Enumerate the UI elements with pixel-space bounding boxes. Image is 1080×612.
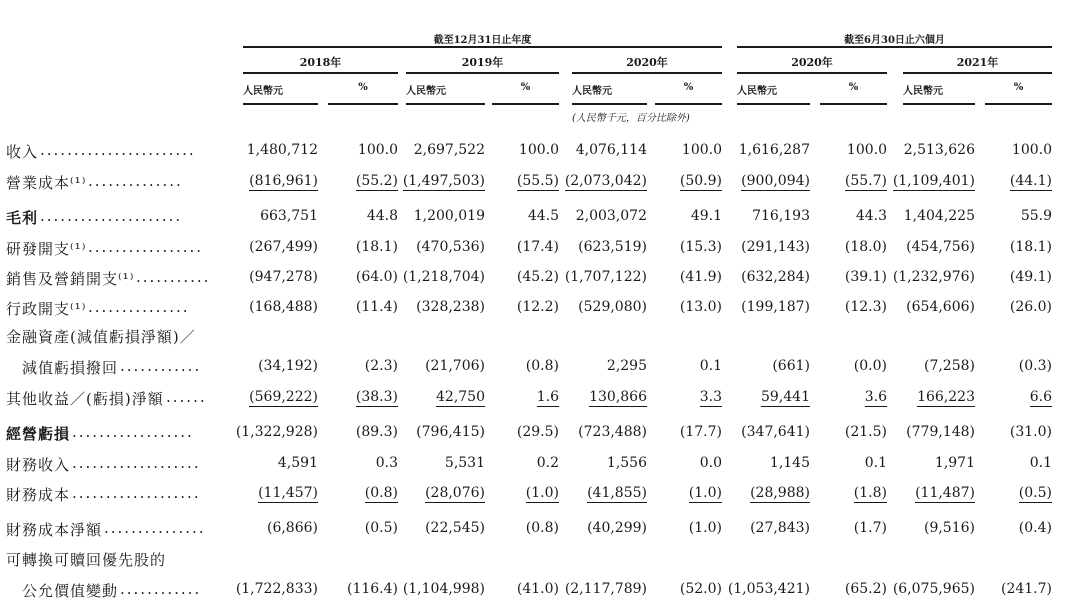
leader-dots: ................. <box>88 238 204 256</box>
table-cell: (89.3) <box>355 424 398 440</box>
table-cell: (52.0) <box>679 581 722 597</box>
header-year-rule <box>572 72 722 74</box>
table-cell: (18.1) <box>1009 239 1052 255</box>
table-cell: (632,284) <box>741 269 810 285</box>
table-cell: (1.0) <box>525 485 559 501</box>
table-cell: (11,457) <box>258 485 318 501</box>
table-cell: 55.9 <box>1020 208 1052 224</box>
header-pct: % <box>1013 82 1024 93</box>
table-cell: (2,117,789) <box>564 581 647 597</box>
table-cell: (723,488) <box>578 424 647 440</box>
table-cell: 1,971 <box>934 455 975 471</box>
table-cell: (0.8) <box>525 520 559 536</box>
table-cell: (1.0) <box>688 520 722 536</box>
table-cell: (41.9) <box>679 269 722 285</box>
table-cell: (454,756) <box>906 239 975 255</box>
header-year-rule <box>737 72 887 74</box>
table-cell: 44.5 <box>527 208 559 224</box>
header-group-interim: 截至6月30日止六個月 <box>844 35 945 46</box>
table-cell: (1.7) <box>853 520 887 536</box>
leader-dots: ................... <box>72 484 201 502</box>
header-sub-rule <box>328 103 398 105</box>
header-unit-note: (人民幣千元，百分比除外) <box>572 113 690 124</box>
table-cell: 0.2 <box>536 455 559 471</box>
table-cell: (64.0) <box>355 269 398 285</box>
header-year: 2018年 <box>299 56 342 69</box>
table-cell: 0.1 <box>864 455 887 471</box>
row-label: 公允價值變動 <box>22 582 119 600</box>
table-cell: (11.4) <box>355 299 398 315</box>
table-cell: 166,223 <box>917 389 975 405</box>
row-label: 財務成本淨額 <box>6 521 103 539</box>
table-cell: (470,536) <box>416 239 485 255</box>
table-cell: 5,531 <box>444 455 485 471</box>
header-rule-annual <box>243 46 722 48</box>
table-cell: (6,866) <box>266 520 318 536</box>
table-cell: (1,053,421) <box>727 581 810 597</box>
header-sub-rule <box>820 103 887 105</box>
table-cell: (9,516) <box>923 520 975 536</box>
leader-dots: ....................... <box>40 141 196 159</box>
table-cell: (27,843) <box>750 520 810 536</box>
table-cell: 42,750 <box>436 389 485 405</box>
table-cell: (267,499) <box>249 239 318 255</box>
table-cell: (0.4) <box>1018 520 1052 536</box>
table-cell: (779,148) <box>906 424 975 440</box>
table-cell: (654,606) <box>906 299 975 315</box>
table-cell: (41,855) <box>587 485 647 501</box>
row-label: 營業成本⁽¹⁾ <box>6 174 87 192</box>
row-label: 行政開支⁽¹⁾ <box>6 300 87 318</box>
row-label: 可轉換可贖回優先股的 <box>6 551 167 569</box>
row-label: 財務成本 <box>6 486 71 504</box>
table-cell: (0.8) <box>525 358 559 374</box>
table-cell: (44.1) <box>1009 173 1052 189</box>
row-label: 金融資產(減值虧損淨額)／ <box>6 328 196 346</box>
table-cell: (17.4) <box>516 239 559 255</box>
table-cell: (0.5) <box>1018 485 1052 501</box>
header-year: 2020年 <box>626 56 668 69</box>
header-year-rule <box>903 72 1052 74</box>
table-cell: 2,003,072 <box>575 208 647 224</box>
table-cell: (55.2) <box>355 173 398 189</box>
header-sub-rule <box>243 103 318 105</box>
table-cell: 0.1 <box>699 358 722 374</box>
table-cell: (1.8) <box>853 485 887 501</box>
table-cell: (22,545) <box>425 520 485 536</box>
table-cell: (28,988) <box>750 485 810 501</box>
table-cell: (65.2) <box>844 581 887 597</box>
header-year: 2019年 <box>461 56 504 69</box>
header-currency: 人民幣元 <box>243 86 283 97</box>
header-currency: 人民幣元 <box>572 86 612 97</box>
table-cell: (816,961) <box>249 173 318 189</box>
header-group-annual: 截至12月31日止年度 <box>433 35 532 46</box>
table-cell: 3.3 <box>699 389 722 405</box>
header-rule-interim <box>737 46 1052 48</box>
leader-dots: .............. <box>88 172 183 190</box>
header-sub-rule <box>985 103 1052 105</box>
table-cell: 2,513,626 <box>903 142 975 158</box>
header-sub-rule <box>655 103 722 105</box>
header-sub-rule <box>737 103 810 105</box>
header-year: 2020年 <box>791 56 833 69</box>
header-pct: % <box>683 82 694 93</box>
table-cell: (21,706) <box>425 358 485 374</box>
leader-dots: ............ <box>120 357 202 375</box>
header-currency: 人民幣元 <box>903 86 943 97</box>
table-cell: (1.0) <box>688 485 722 501</box>
table-cell: 1,480,712 <box>246 142 318 158</box>
leader-dots: ............... <box>104 519 206 537</box>
table-cell: (291,143) <box>741 239 810 255</box>
table-cell: (0.0) <box>853 358 887 374</box>
table-cell: (1,218,704) <box>402 269 485 285</box>
row-label: 研發開支⁽¹⁾ <box>6 240 87 258</box>
table-cell: (26.0) <box>1009 299 1052 315</box>
table-cell: 1,145 <box>769 455 810 471</box>
table-cell: 0.0 <box>699 455 722 471</box>
table-cell: (34,192) <box>258 358 318 374</box>
table-cell: (1,722,833) <box>235 581 318 597</box>
table-cell: (900,094) <box>741 173 810 189</box>
leader-dots: ........... <box>136 268 211 286</box>
table-cell: (31.0) <box>1009 424 1052 440</box>
table-cell: 4,591 <box>277 455 318 471</box>
table-cell: (13.0) <box>679 299 722 315</box>
table-cell: 100.0 <box>357 142 398 158</box>
table-cell: (55.5) <box>516 173 559 189</box>
header-pct: % <box>848 82 859 93</box>
table-cell: (7,258) <box>923 358 975 374</box>
table-cell: 2,697,522 <box>413 142 485 158</box>
table-cell: (49.1) <box>1009 269 1052 285</box>
header-sub-rule <box>572 103 647 105</box>
leader-dots: ..................... <box>40 207 183 225</box>
header-pct: % <box>520 82 531 93</box>
table-cell: (199,187) <box>741 299 810 315</box>
table-cell: 6.6 <box>1029 389 1052 405</box>
table-cell: (18.0) <box>844 239 887 255</box>
table-cell: 100.0 <box>518 142 559 158</box>
table-cell: (18.1) <box>355 239 398 255</box>
row-label: 其他收益／(虧損)淨額 <box>6 390 164 408</box>
row-label: 收入 <box>6 143 39 161</box>
table-cell: (45.2) <box>516 269 559 285</box>
table-cell: (39.1) <box>844 269 887 285</box>
row-label: 銷售及營銷開支⁽¹⁾ <box>6 270 135 288</box>
table-cell: 100.0 <box>681 142 722 158</box>
leader-dots: .................. <box>72 423 194 441</box>
table-cell: (1,104,998) <box>402 581 485 597</box>
table-cell: 1,556 <box>606 455 647 471</box>
table-cell: (168,488) <box>249 299 318 315</box>
table-cell: (17.7) <box>679 424 722 440</box>
table-cell: (1,707,122) <box>564 269 647 285</box>
table-cell: (796,415) <box>416 424 485 440</box>
table-cell: (947,278) <box>249 269 318 285</box>
table-cell: 716,193 <box>752 208 810 224</box>
header-currency: 人民幣元 <box>406 86 446 97</box>
table-cell: (661) <box>772 358 810 374</box>
table-cell: (0.5) <box>364 520 398 536</box>
table-cell: (1,109,401) <box>892 173 975 189</box>
header-sub-rule <box>492 103 559 105</box>
table-cell: 4,076,114 <box>575 142 647 158</box>
table-cell: 663,751 <box>260 208 318 224</box>
table-cell: 1,200,019 <box>413 208 485 224</box>
table-cell: (241.7) <box>1000 581 1052 597</box>
leader-dots: ...... <box>166 388 207 406</box>
table-cell: (569,222) <box>249 389 318 405</box>
table-cell: 3.6 <box>864 389 887 405</box>
header-sub-rule <box>406 103 485 105</box>
table-cell: (55.7) <box>844 173 887 189</box>
table-cell: (0.8) <box>364 485 398 501</box>
table-cell: 130,866 <box>589 389 647 405</box>
table-cell: (40,299) <box>587 520 647 536</box>
table-cell: (6,075,965) <box>892 581 975 597</box>
table-cell: (12.2) <box>516 299 559 315</box>
table-cell: (529,080) <box>578 299 647 315</box>
row-label: 減值虧損撥回 <box>22 359 119 377</box>
leader-dots: ................... <box>72 454 201 472</box>
row-label: 經營虧損 <box>6 425 71 443</box>
table-cell: 1,404,225 <box>903 208 975 224</box>
table-cell: (347,641) <box>741 424 810 440</box>
table-cell: (28,076) <box>425 485 485 501</box>
table-cell: (15.3) <box>679 239 722 255</box>
table-cell: (2.3) <box>364 358 398 374</box>
table-cell: 44.8 <box>366 208 398 224</box>
table-cell: (0.3) <box>1018 358 1052 374</box>
header-currency: 人民幣元 <box>737 86 777 97</box>
table-cell: (2,073,042) <box>564 173 647 189</box>
table-cell: (623,519) <box>578 239 647 255</box>
table-cell: 59,441 <box>761 389 810 405</box>
table-cell: (21.5) <box>844 424 887 440</box>
table-cell: (50.9) <box>679 173 722 189</box>
table-cell: 100.0 <box>846 142 887 158</box>
table-cell: 2,295 <box>606 358 647 374</box>
table-cell: (1,232,976) <box>892 269 975 285</box>
table-cell: (12.3) <box>844 299 887 315</box>
leader-dots: ............... <box>88 298 190 316</box>
table-cell: (328,238) <box>416 299 485 315</box>
table-cell: 0.3 <box>375 455 398 471</box>
header-pct: % <box>358 82 368 93</box>
table-cell: (38.3) <box>355 389 398 405</box>
header-year-rule <box>243 72 398 74</box>
header-year: 2021年 <box>956 56 999 69</box>
table-cell: 100.0 <box>1011 142 1052 158</box>
leader-dots: ............ <box>120 580 202 598</box>
table-cell: (11,487) <box>915 485 975 501</box>
header-year-rule <box>406 72 559 74</box>
table-cell: 44.3 <box>855 208 887 224</box>
table-cell: 1,616,287 <box>738 142 810 158</box>
table-cell: (116.4) <box>346 581 398 597</box>
table-cell: (1,497,503) <box>402 173 485 189</box>
header-sub-rule <box>903 103 975 105</box>
table-cell: 0.1 <box>1029 455 1052 471</box>
row-label: 毛利 <box>6 209 39 227</box>
table-cell: (1,322,928) <box>235 424 318 440</box>
table-cell: (41.0) <box>516 581 559 597</box>
row-label: 財務收入 <box>6 456 71 474</box>
table-cell: 1.6 <box>536 389 559 405</box>
table-cell: (29.5) <box>516 424 559 440</box>
table-cell: 49.1 <box>690 208 722 224</box>
